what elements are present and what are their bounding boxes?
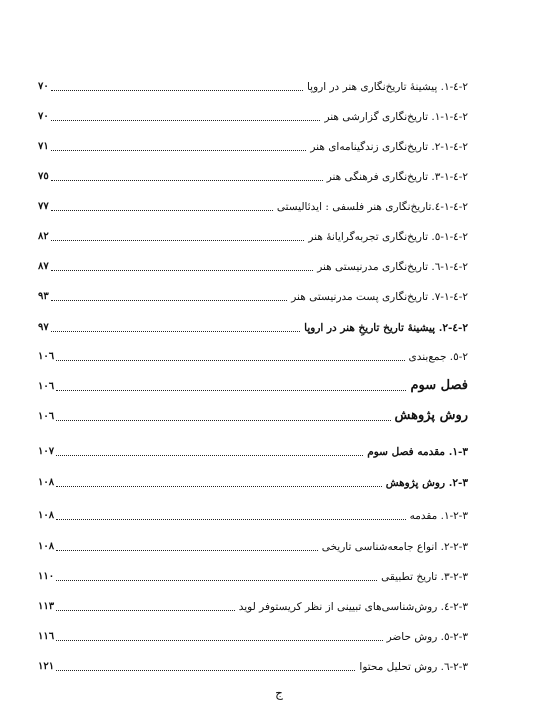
dot-leader — [56, 519, 405, 520]
toc-entry-page-number: ١١٦ — [38, 631, 55, 642]
dot-leader — [51, 300, 288, 301]
toc-entry-title: ٣-٢-٤. روش‌شناسی‌های تبیینی از نظر کریستوفر لوید — [238, 601, 468, 613]
toc-entry-page-number: ١٠٨ — [38, 541, 55, 552]
page-footer-letter: ج — [275, 686, 283, 700]
toc-entry[interactable] — [38, 196, 468, 214]
dot-leader — [56, 550, 318, 551]
toc-entry[interactable] — [38, 136, 468, 154]
toc-entry-title: ٢-٤-١-٤.تاریخ‌نگاری هنر فلسفی : ایدئالیستی — [276, 201, 468, 213]
toc-entry[interactable] — [38, 256, 468, 274]
toc-entry-title: ٢-٤-١. پیشینهٔ تاریخ‌نگاری هنر در اروپا — [306, 81, 468, 93]
toc-entry-title: ٣-٢-٦. روش تحلیل محتوا — [359, 661, 468, 673]
toc-entry[interactable] — [38, 106, 468, 124]
toc-entry-page-number: ١٠٦ — [38, 351, 55, 362]
toc-entry-page-number: ١٢١ — [38, 661, 55, 672]
toc-entry[interactable] — [38, 346, 468, 364]
toc-entry-page-number: ١٠٧ — [38, 446, 55, 457]
dot-leader — [56, 390, 406, 391]
toc-entry-page-number: ٧١ — [38, 141, 49, 152]
dot-leader — [51, 90, 303, 91]
toc-entry-page-number: ٧٧ — [38, 201, 49, 212]
toc-entry-page-number: ١٠٨ — [38, 477, 55, 488]
toc-entry[interactable] — [38, 76, 468, 94]
dot-leader — [56, 610, 235, 611]
toc-entry-title: ٣-١. مقدمه فصل سوم — [367, 446, 468, 458]
toc-entry-page-number: ٨٢ — [38, 231, 49, 242]
dot-leader — [56, 580, 377, 581]
toc-entry-title: ٣-٢. روش پژوهش — [385, 477, 468, 489]
toc-entry-page-number: ١٠٨ — [38, 510, 55, 521]
toc-entry-title: ٣-٢-٥. روش حاضر — [386, 631, 468, 643]
toc-entry-page-number: ٧٠ — [38, 111, 49, 122]
dot-leader — [51, 240, 305, 241]
toc-entry-title: ٢-٤-١-٧. تاریخ‌نگاری پست مدرنیستی هنر — [291, 291, 468, 303]
toc-entry-title: ٢-٤-١-٦. تاریخ‌نگاری مدرنیستی هنر — [317, 261, 468, 273]
toc-entry[interactable] — [38, 166, 468, 184]
toc-entry-page-number: ٨٧ — [38, 261, 49, 272]
toc-entry-page-number: ٩٣ — [38, 291, 49, 302]
dot-leader — [56, 455, 363, 456]
toc-entry[interactable] — [38, 505, 468, 523]
dot-leader — [51, 210, 273, 211]
toc-entry-title: ٣-٢-٣. تاریخ تطبیقی — [381, 571, 468, 583]
toc-entry-page-number: ١١٣ — [38, 601, 55, 612]
toc-entry[interactable] — [38, 406, 468, 424]
toc-entry-title: ٣-٢-١. مقدمه — [409, 510, 468, 522]
dot-leader — [56, 420, 390, 421]
toc-entry-title: فصل سوم — [410, 378, 468, 393]
table-of-contents — [38, 0, 468, 708]
toc-entry-page-number: ١٠٦ — [38, 381, 55, 392]
toc-entry[interactable] — [38, 566, 468, 584]
toc-entry-title: ٢-٤-١-٣. تاریخ‌نگاری فرهنگی هنر — [326, 171, 468, 183]
toc-entry-title: ٢-٤-١-٥. تاریخ‌نگاری تجربه‌گرایانهٔ هنر — [308, 231, 468, 243]
toc-entry-title: ٢-٤-١-٢. تاریخ‌نگاری زندگینامه‌ای هنر — [310, 141, 468, 153]
toc-entry[interactable] — [38, 441, 468, 459]
dot-leader — [51, 270, 313, 271]
toc-entry[interactable] — [38, 286, 468, 304]
toc-entry[interactable] — [38, 626, 468, 644]
toc-entry-page-number: ٧٠ — [38, 81, 49, 92]
toc-entry-title: ٣-٢-٢. انواع جامعه‌شناسی تاریخی — [321, 541, 468, 553]
toc-entry[interactable] — [38, 596, 468, 614]
toc-entry[interactable] — [38, 536, 468, 554]
dot-leader — [51, 120, 321, 121]
toc-entry[interactable] — [38, 317, 468, 335]
dot-leader — [56, 670, 355, 671]
toc-entry[interactable] — [38, 472, 468, 490]
toc-entry-title: ٢-٥. جمع‌بندی — [408, 351, 468, 363]
toc-entry-page-number: ١٠٦ — [38, 411, 55, 422]
toc-entry-page-number: ٧٥ — [38, 171, 49, 182]
dot-leader — [56, 360, 404, 361]
dot-leader — [51, 331, 300, 332]
toc-entry[interactable] — [38, 376, 468, 394]
toc-entry-title: ٢-٤-١-١. تاریخ‌نگاری گزارشی هنر — [324, 111, 468, 123]
dot-leader — [56, 640, 382, 641]
toc-entry[interactable] — [38, 226, 468, 244]
dot-leader — [51, 180, 323, 181]
toc-entry-title: ٢-٤-٢. پیشینهٔ تاریخ تاریخِ هنر در اروپا — [304, 322, 468, 334]
toc-entry-title: روش پژوهش — [394, 408, 468, 423]
toc-entry-page-number: ١١٠ — [38, 571, 55, 582]
dot-leader — [56, 486, 382, 487]
dot-leader — [51, 150, 307, 151]
toc-entry[interactable] — [38, 656, 468, 674]
toc-entry-page-number: ٩٧ — [38, 322, 49, 333]
